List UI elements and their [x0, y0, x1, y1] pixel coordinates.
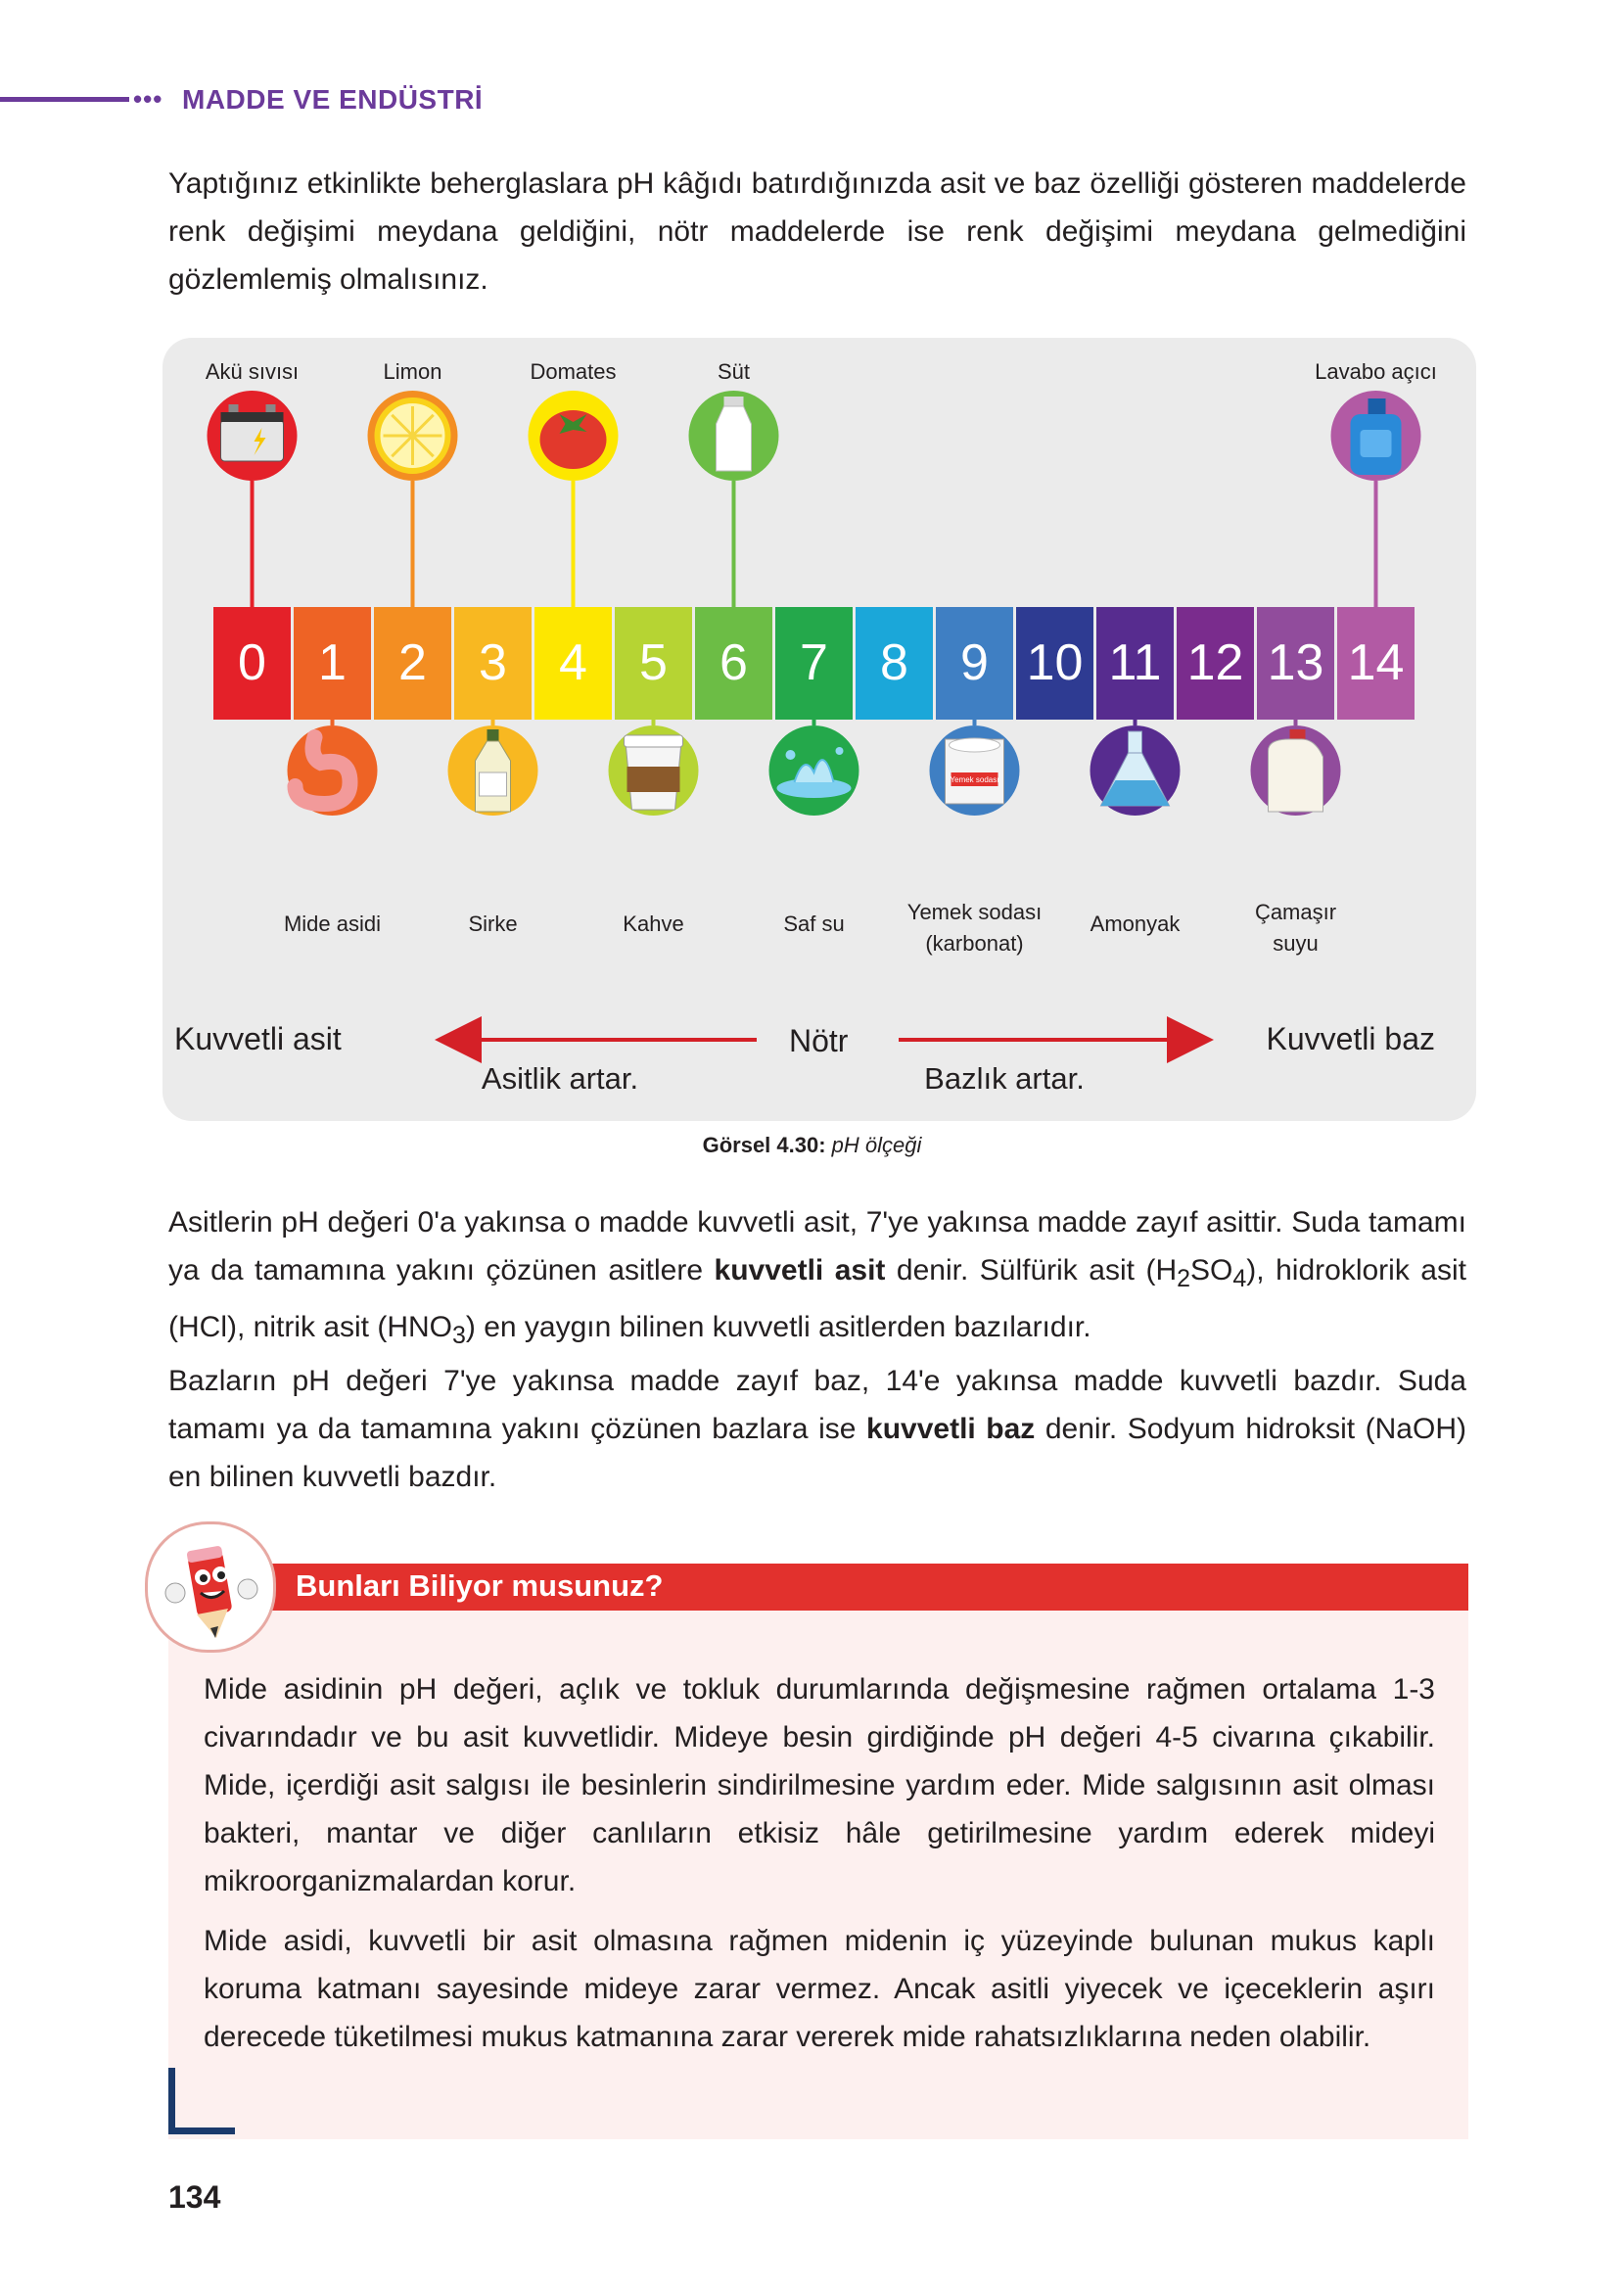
coffee-cup-icon [625, 735, 683, 810]
baking-soda-box-icon [946, 738, 1004, 804]
top-item-label: Lavabo açıcı [1315, 359, 1437, 384]
battery-icon [221, 404, 284, 461]
bottom-item-4 [907, 720, 1042, 956]
top-item-2 [529, 359, 619, 607]
strong-acid-label: Kuvvetli asit [174, 1021, 342, 1056]
top-item-label: Domates [530, 359, 617, 384]
base-paragraph: Bazların pH değeri 7'ye yakınsa madde zayıf baz, 14'e yakınsa madde kuvvetli bazdır. Suda tamamı ya da tamamına yakını çözünen bazlara ise kuvvetli baz denir. Sodyum hidroksit (NaOH) en bilinen kuvvetli bazdır. [168, 1365, 1466, 1493]
bottom-item-label: Amonyak [1090, 912, 1181, 936]
figure-caption [0, 1133, 1624, 1158]
tomato-icon [540, 410, 607, 469]
ph-number-11: 11 [1108, 634, 1162, 691]
bottom-item-2 [609, 720, 699, 936]
strong-base-label: Kuvvetli baz [1266, 1021, 1435, 1056]
bottom-item-0 [284, 720, 381, 936]
ph-number-3: 3 [479, 634, 507, 691]
bottom-item-label: Çamaşır [1254, 900, 1337, 924]
ph-number-8: 8 [880, 634, 908, 691]
bottom-item-label: Saf su [783, 912, 845, 936]
top-item-label: Süt [717, 359, 751, 384]
top-item-3 [689, 359, 779, 607]
top-item-0 [206, 359, 299, 607]
corner-bracket-decoration [168, 2068, 235, 2134]
ph-number-1: 1 [318, 634, 347, 691]
bottom-item-3 [769, 720, 859, 936]
strong-base-term: kuvvetli baz [866, 1413, 1036, 1445]
bottom-item-label-2: suyu [1273, 931, 1319, 956]
header-dots: ••• [133, 84, 163, 114]
info-box-titlebar [168, 1564, 1468, 1611]
ph-number-2: 2 [398, 634, 427, 691]
ph-number-13: 13 [1267, 634, 1324, 691]
bottom-item-1 [448, 720, 538, 936]
bottom-item-label: Mide asidi [283, 912, 382, 936]
basicity-increases-label: Bazlık artar. [924, 1061, 1085, 1096]
bottom-item-6 [1251, 720, 1341, 956]
ph-number-12: 12 [1186, 634, 1244, 691]
ph-number-9: 9 [960, 634, 989, 691]
top-item-4 [1315, 359, 1437, 607]
soda-box-text: Yemek sodası [950, 775, 999, 784]
ph-number-7: 7 [800, 634, 828, 691]
page-number: 134 [168, 2179, 221, 2215]
neutral-label: Nötr [789, 1023, 849, 1058]
caption-label: Görsel 4.30: [702, 1133, 826, 1157]
caption-text: pH ölçeği [831, 1133, 922, 1157]
top-item-1 [368, 359, 458, 607]
info-paragraph-1: Mide asidinin pH değeri, açlık ve tokluk durumlarında değişmesine rağmen ortalama 1-3 civarındadır ve bu asit kuvvetlidir. Mideye besin girdiğinde pH değeri 4-5 civarına çıkabilir. Mide, içerdiği asit salgısı ile besinlerin sindirilmesine yardım eder. Mide salgısının asit olması bakteri, mantar ve diğer canlıların etkisiz hâle getirilmesine yardım ederek mideyi mikroorganizmalardan korur. [204, 1673, 1435, 1897]
pencil-mascot-icon [145, 1521, 276, 1653]
chapter-title: MADDE VE ENDÜSTRİ [182, 84, 484, 115]
ph-number-0: 0 [238, 634, 266, 691]
ph-number-6: 6 [719, 634, 748, 691]
intro-paragraph: Yaptığınız etkinlikte beherglaslara pH kâğıdı batırdığınızda asit ve baz özelliği gösteren maddelerde renk değişimi meydana geldiğini, nötr maddelerde ise renk değişimi meydana gelmediğini gözlemlemiş olmalısınız. [168, 167, 1466, 296]
ph-number-10: 10 [1026, 634, 1084, 691]
top-item-label: Akü sıvısı [205, 359, 300, 384]
ph-number-5: 5 [639, 634, 668, 691]
info-paragraph-2: Mide asidi, kuvvetli bir asit olmasına rağmen midenin iç yüzeyinde bulunan mukus kaplı koruma katmanı sayesinde mideye zarar vermez. Ancak asitli yiyecek ve içeceklerin aşırı derecede tüketilmesi mukus katmanına zarar vererek mide rahatsızlıklarına neden olabilir. [204, 1925, 1435, 2053]
bottom-item-label: Yemek sodası [906, 900, 1043, 924]
acidity-increases-label: Asitlik artar. [481, 1061, 639, 1096]
bottom-item-label-2: (karbonat) [925, 931, 1024, 956]
lemon-icon [378, 400, 448, 471]
info-box-title: Bunları Biliyor musunuz? [296, 1568, 664, 1603]
bottom-item-label: Kahve [623, 912, 684, 936]
ph-scale-figure [162, 338, 1476, 1121]
strong-acid-term: kuvvetli asit [714, 1254, 886, 1286]
top-item-label: Limon [383, 359, 442, 384]
bottom-item-5 [1090, 720, 1182, 936]
ph-number-4: 4 [559, 634, 587, 691]
bottom-item-label: Sirke [468, 912, 518, 936]
ph-number-14: 14 [1347, 634, 1405, 691]
chapter-header [0, 84, 685, 115]
header-rule [0, 97, 129, 102]
ph-scale-diagram [162, 338, 1476, 1121]
acid-paragraph: Asitlerin pH değeri 0'a yakınsa o madde kuvvetli asit, 7'ye yakınsa madde zayıf asittir. Suda tamamı ya da tamamına yakını çözünen asitlere kuvvetli asit denir. Sülfürik asit $(H_2SO_4)$, hidroklorik asit (HCl), nitrik asit $(HNO_3)$ en yaygın bilinen kuvvetli asitlerden bazılarıdır. [168, 1206, 1466, 1349]
